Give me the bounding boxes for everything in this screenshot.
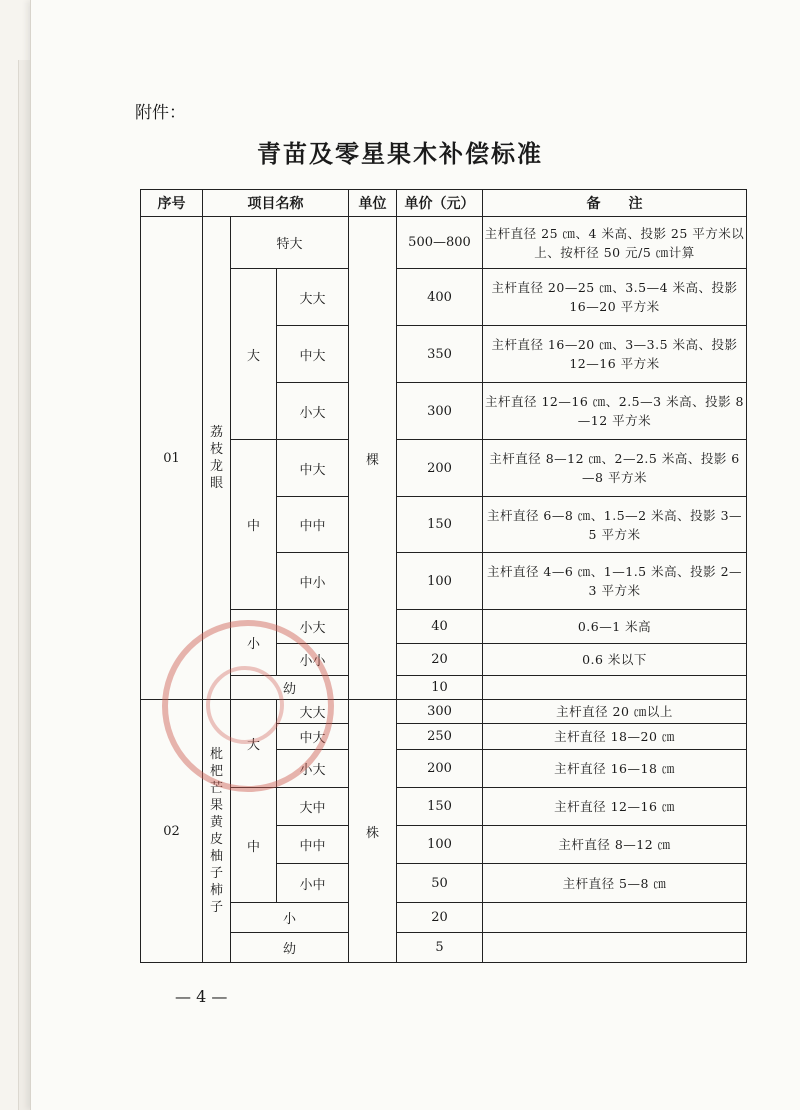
group2-name: 枇杷芒果黄皮柚子柿子 — [209, 747, 223, 915]
table-row — [141, 700, 747, 724]
note-cell — [483, 933, 747, 963]
table-row — [141, 788, 747, 826]
grade-cell: 大大 — [277, 700, 349, 724]
header-item: 项目名称 — [203, 190, 349, 217]
grade-cell: 中中 — [277, 826, 349, 864]
grade-cell: 大中 — [277, 788, 349, 826]
attachment-label: 附件： — [135, 103, 186, 123]
header-no: 序号 — [141, 190, 203, 217]
price-cell: 200 — [397, 440, 483, 497]
price-cell: 300 — [397, 383, 483, 440]
grade-cell: 小大 — [277, 750, 349, 788]
price-cell: 100 — [397, 826, 483, 864]
note-cell: 主杆直径 8—12 ㎝ — [483, 826, 747, 864]
header-unit: 单位 — [349, 190, 397, 217]
grade-cell: 幼 — [231, 676, 349, 700]
note-cell: 主杆直径 16—20 ㎝、3—3.5 米高、投影 12—16 平方米 — [483, 326, 747, 383]
grade-cell: 中中 — [277, 497, 349, 553]
note-cell: 主杆直径 25 ㎝、4 米高、投影 25 平方米以上、按杆径 50 元/5 ㎝计算 — [483, 217, 747, 269]
note-cell: 主杆直径 20 ㎝以上 — [483, 700, 747, 724]
table-row — [141, 610, 747, 644]
grade-cell: 小大 — [277, 610, 349, 644]
compensation-table — [140, 189, 747, 963]
price-cell: 500—800 — [397, 217, 483, 269]
group1-name-cell — [203, 217, 231, 700]
price-cell: 10 — [397, 676, 483, 700]
table-row — [141, 903, 747, 933]
note-cell: 主杆直径 12—16 ㎝、2.5—3 米高、投影 8—12 平方米 — [483, 383, 747, 440]
grade-cell: 幼 — [231, 933, 349, 963]
note-cell — [483, 676, 747, 700]
group1-unit: 棵 — [349, 217, 397, 700]
price-cell: 5 — [397, 933, 483, 963]
note-cell: 主杆直径 4—6 ㎝、1—1.5 米高、投影 2—3 平方米 — [483, 553, 747, 610]
note-cell: 主杆直径 8—12 ㎝、2—2.5 米高、投影 6—8 平方米 — [483, 440, 747, 497]
note-cell: 0.6 米以下 — [483, 644, 747, 676]
note-cell: 主杆直径 20—25 ㎝、3.5—4 米高、投影 16—20 平方米 — [483, 269, 747, 326]
price-cell: 20 — [397, 903, 483, 933]
note-cell: 主杆直径 16—18 ㎝ — [483, 750, 747, 788]
price-cell: 100 — [397, 553, 483, 610]
size-mid-cell: 中 — [231, 440, 277, 610]
grade-cell: 中大 — [277, 440, 349, 497]
size-large-cell: 大 — [231, 269, 277, 440]
table-row — [141, 217, 747, 269]
price-cell: 200 — [397, 750, 483, 788]
size-mid-cell: 中 — [231, 788, 277, 903]
group2-unit: 株 — [349, 700, 397, 963]
price-cell: 300 — [397, 700, 483, 724]
document-title: 青苗及零星果木补偿标准 — [257, 139, 543, 168]
group2-name-cell — [203, 700, 231, 963]
grade-cell: 中大 — [277, 724, 349, 750]
note-cell: 主杆直径 12—16 ㎝ — [483, 788, 747, 826]
note-cell: 主杆直径 5—8 ㎝ — [483, 864, 747, 903]
group1-name: 荔枝龙眼 — [209, 425, 223, 491]
page-number: — 4 — — [175, 987, 228, 1006]
group1-no: 01 — [141, 217, 203, 700]
price-cell: 400 — [397, 269, 483, 326]
note-cell: 主杆直径 18—20 ㎝ — [483, 724, 747, 750]
price-cell: 20 — [397, 644, 483, 676]
grade-cell: 小 — [231, 903, 349, 933]
header-note: 备 注 — [483, 190, 747, 217]
note-cell — [483, 903, 747, 933]
grade-cell: 小中 — [277, 864, 349, 903]
header-price: 单价（元） — [397, 190, 483, 217]
price-cell: 150 — [397, 497, 483, 553]
table-row — [141, 269, 747, 326]
grade-cell: 特大 — [231, 217, 349, 269]
price-cell: 50 — [397, 864, 483, 903]
group2-no: 02 — [141, 700, 203, 963]
grade-cell: 中大 — [277, 326, 349, 383]
price-cell: 40 — [397, 610, 483, 644]
table-header-row — [141, 190, 747, 217]
price-cell: 250 — [397, 724, 483, 750]
grade-cell: 中小 — [277, 553, 349, 610]
size-small-cell: 小 — [231, 610, 277, 676]
price-cell: 350 — [397, 326, 483, 383]
table-row — [141, 933, 747, 963]
table-row — [141, 440, 747, 497]
grade-cell: 小小 — [277, 644, 349, 676]
price-cell: 150 — [397, 788, 483, 826]
note-cell: 主杆直径 6—8 ㎝、1.5—2 米高、投影 3—5 平方米 — [483, 497, 747, 553]
note-cell: 0.6—1 米高 — [483, 610, 747, 644]
grade-cell: 大大 — [277, 269, 349, 326]
size-large-cell: 大 — [231, 700, 277, 788]
grade-cell: 小大 — [277, 383, 349, 440]
table-row — [141, 676, 747, 700]
